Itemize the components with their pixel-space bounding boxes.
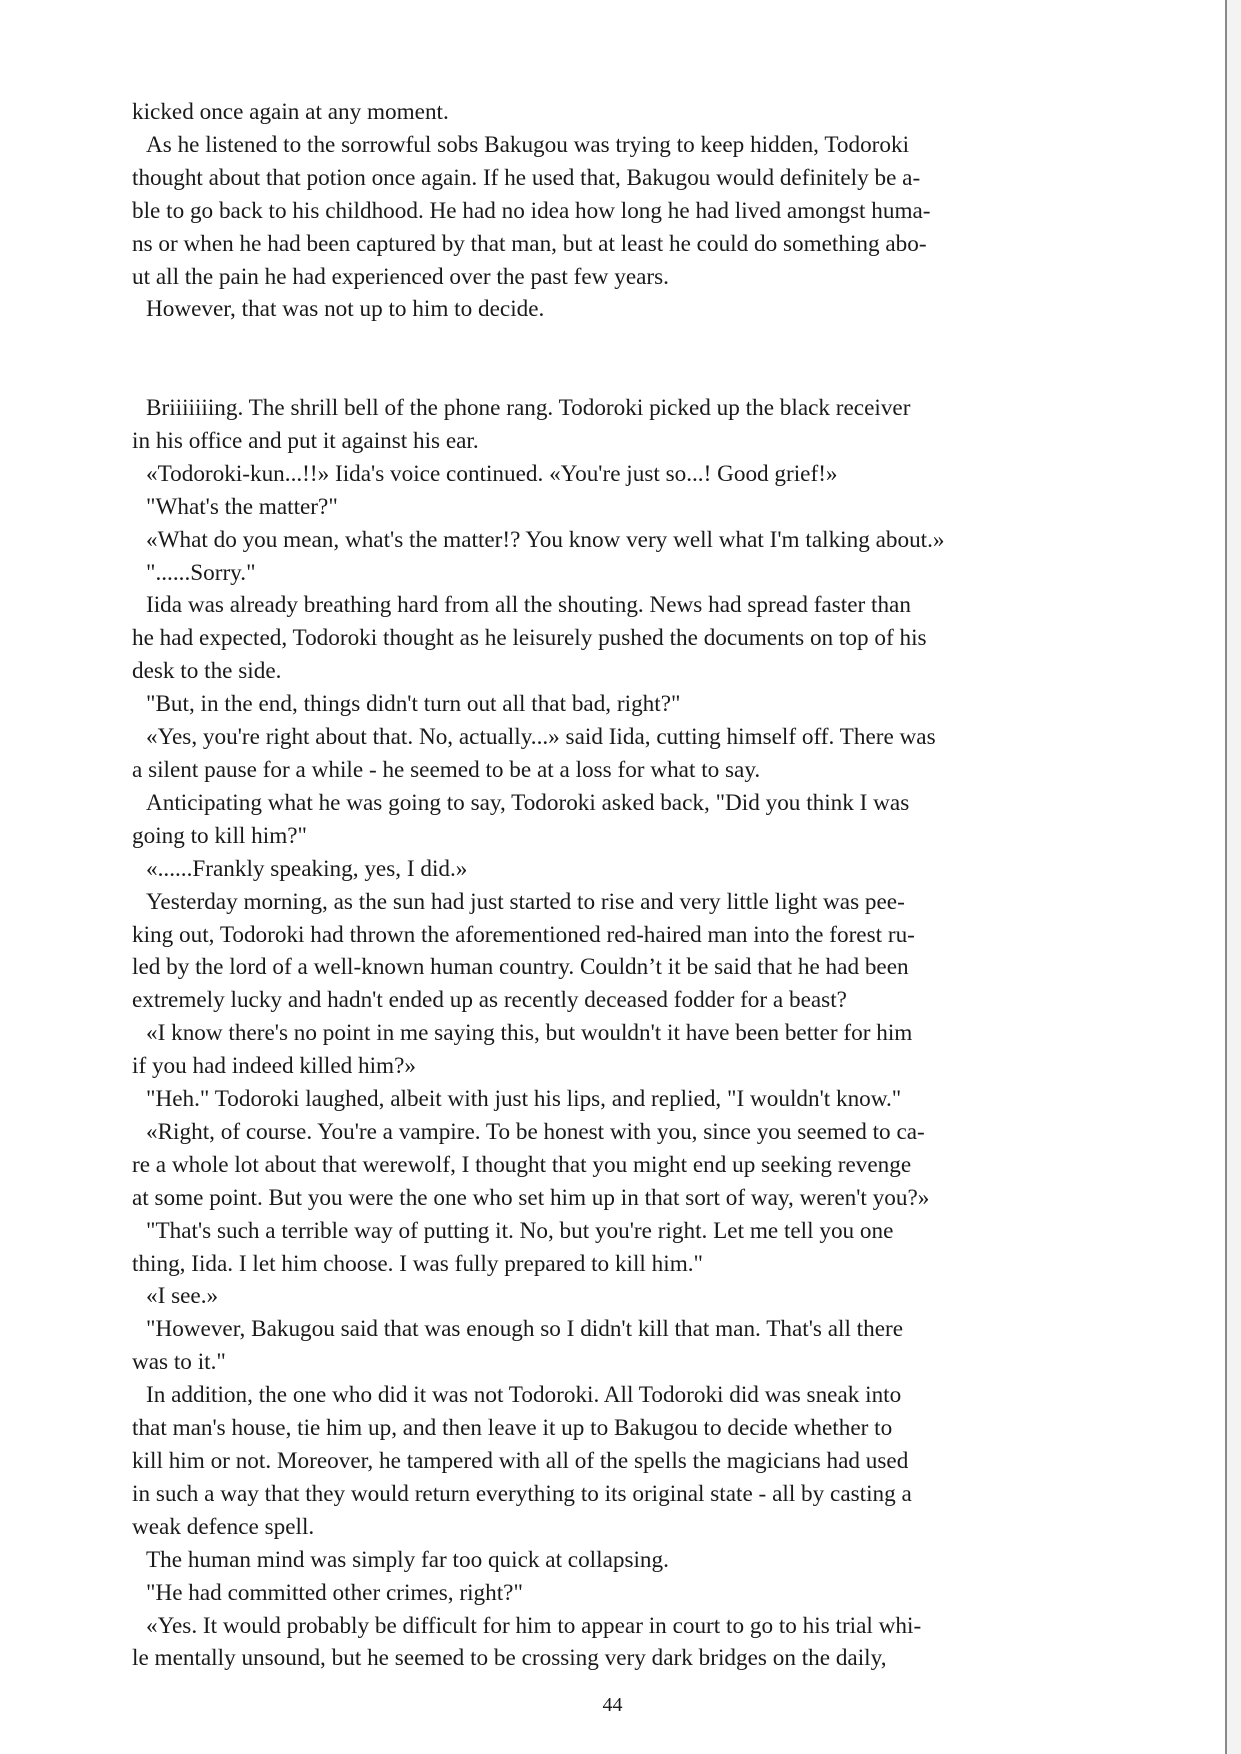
text-line: extremely lucky and hadn't ended up as recently deceased fodder for a beast?	[132, 987, 847, 1014]
text-line: "He had committed other crimes, right?"	[146, 1579, 523, 1606]
text-line: Iida was already breathing hard from all the shouting. News had spread faster than	[146, 592, 911, 619]
text-line: Briiiiiiing. The shrill bell of the phone rang. Todoroki picked up the black receiver	[146, 395, 911, 421]
text-line: re a whole lot about that werewolf, I thought that you might end up seeking revenge	[132, 1151, 912, 1178]
text-line: at some point. But you were the one who set him up in that sort of way, weren't you?»	[132, 1184, 930, 1211]
text-line: "Heh." Todoroki laughed, albeit with just his lips, and replied, "I wouldn't know."	[146, 1086, 902, 1113]
text-line: "......Sorry."	[146, 559, 256, 586]
text-line: Anticipating what he was going to say, Todoroki asked back, "Did you think I was	[146, 789, 910, 816]
text-line: le mentally unsound, but he seemed to be crossing very dark bridges on the daily,	[132, 1645, 887, 1672]
text-line: kicked once again at any moment.	[132, 99, 449, 125]
text-line: «I see.»	[146, 1283, 219, 1310]
text-line: desk to the side.	[132, 658, 282, 685]
text-line: Yesterday morning, as the sun had just started to rise and very little light was pee-	[146, 888, 905, 915]
text-line: ut all the pain he had experienced over the past few years.	[132, 263, 669, 290]
text-line: «Yes. It would probably be difficult for him to appear in court to go to his trial whi-	[146, 1612, 922, 1639]
text-line: «......Frankly speaking, yes, I did.»	[146, 855, 468, 882]
text-line: kill him or not. Moreover, he tampered with all of the spells the magicians had used	[132, 1448, 909, 1474]
text-line: weak defence spell.	[132, 1513, 315, 1540]
text-line: «Todoroki-kun...!!» Iida's voice continued. «You're just so...! Good grief!»	[146, 460, 838, 487]
text-line: "What's the matter?"	[146, 493, 338, 520]
text-line: «Right, of course. You're a vampire. To be honest with you, since you seemed to ca-	[146, 1118, 925, 1145]
text-line: As he listened to the sorrowful sobs Bakugou was trying to keep hidden, Todoroki	[146, 131, 910, 158]
text-line: in his office and put it against his ear.	[132, 427, 479, 454]
text-line: a silent pause for a while - he seemed to be at a loss for what to say.	[132, 756, 761, 783]
text-line: "That's such a terrible way of putting it. No, but you're right. Let me tell you one	[146, 1217, 894, 1244]
text-line: thought about that potion once again. If he used that, Bakugou would definitely be a-	[132, 164, 921, 191]
text-line: However, that was not up to him to decide.	[146, 296, 545, 323]
text-line: he had expected, Todoroki thought as he leisurely pushed the documents on top of his	[132, 625, 927, 652]
text-line: The human mind was simply far too quick at collapsing.	[146, 1546, 669, 1573]
text-line: «Yes, you're right about that. No, actually...» said Iida, cutting himself off. There was	[146, 724, 936, 751]
text-line: was to it."	[132, 1349, 226, 1376]
text-line: «What do you mean, what's the matter!? You know very well what I'm talking about.»	[146, 526, 945, 553]
text-block-2	[132, 392, 1172, 1675]
text-line: thing, Iida. I let him choose. I was fully prepared to kill him."	[132, 1250, 703, 1277]
text-line: led by the lord of a well-known human country. Couldn’t it be said that he had been	[132, 954, 909, 981]
text-line: In addition, the one who did it was not Todoroki. All Todoroki did was sneak into	[146, 1382, 902, 1409]
text-line: "However, Bakugou said that was enough so I didn't kill that man. That's all there	[146, 1316, 904, 1343]
text-line: in such a way that they would return everything to its original state - all by casting a	[132, 1480, 912, 1507]
text-block-1	[132, 96, 1172, 326]
text-line: king out, Todoroki had thrown the aforementioned red-haired man into the forest ru-	[132, 921, 915, 948]
text-line: going to kill him?"	[132, 822, 307, 849]
text-line: ble to go back to his childhood. He had no idea how long he had lived amongst huma-	[132, 197, 931, 224]
text-line: if you had indeed killed him?»	[132, 1053, 416, 1080]
text-line: ns or when he had been captured by that man, but at least he could do something abo-	[132, 230, 927, 257]
text-line: "But, in the end, things didn't turn out all that bad, right?"	[146, 691, 681, 718]
page-number: 44	[602, 1694, 623, 1716]
text-line: that man's house, tie him up, and then leave it up to Bakugou to decide whether to	[132, 1415, 893, 1442]
text-line: «I know there's no point in me saying this, but wouldn't it have been better for him	[146, 1020, 913, 1047]
